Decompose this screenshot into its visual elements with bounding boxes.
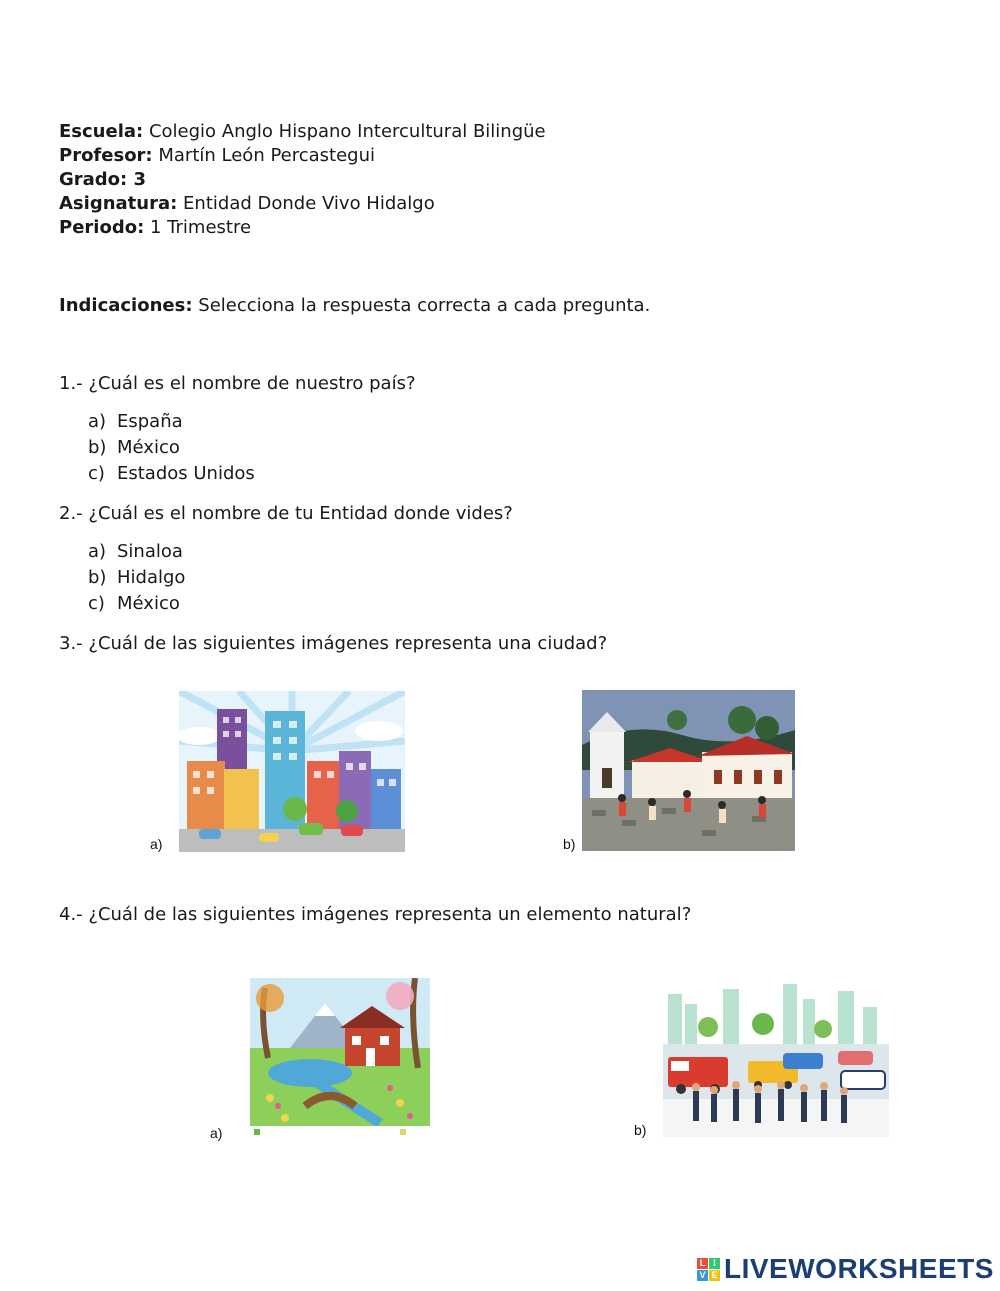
period-row — [59, 216, 546, 240]
subject-label: Asignatura: — [59, 193, 178, 214]
nature-illustration[interactable] — [250, 978, 430, 1139]
city-illustration[interactable] — [179, 691, 405, 852]
question-4: 4.- ¿Cuál de las siguientes imágenes representa un elemento natural? — [59, 904, 692, 925]
street-scene-illustration[interactable] — [663, 979, 889, 1137]
period-label: Periodo: — [59, 217, 145, 238]
question-1-options — [88, 409, 255, 487]
option-letter: c) — [88, 593, 105, 614]
image-label-4a: a) — [210, 1125, 223, 1141]
logo-text: LIVEWORKSHEETS — [724, 1253, 994, 1284]
logo-mark-letter: I — [709, 1258, 720, 1269]
grade-label: Grado: 3 — [59, 169, 147, 190]
option-2a[interactable] — [88, 539, 185, 565]
option-letter: a) — [88, 541, 107, 562]
town-painting[interactable] — [582, 690, 795, 851]
school-row — [59, 120, 546, 144]
instructions-label: Indicaciones: — [59, 295, 193, 316]
teacher-name: Martín León Percastegui — [158, 145, 376, 166]
option-2c[interactable] — [88, 591, 185, 617]
option-text: México — [117, 593, 180, 614]
option-letter: a) — [88, 411, 107, 432]
option-2b[interactable] — [88, 565, 185, 591]
logo-mark-letter: L — [697, 1258, 708, 1269]
liveworksheets-logo — [697, 1252, 994, 1286]
option-text: Hidalgo — [117, 567, 186, 588]
option-letter: b) — [88, 437, 107, 458]
option-text: España — [117, 411, 183, 432]
logo-mark-icon — [697, 1258, 720, 1281]
school-header — [59, 120, 546, 240]
option-text: Sinaloa — [117, 541, 183, 562]
logo-mark-letter: V — [697, 1270, 708, 1281]
question-3: 3.- ¿Cuál de las siguientes imágenes representa una ciudad? — [59, 633, 608, 654]
question-2: 2.- ¿Cuál es el nombre de tu Entidad donde vides? — [59, 503, 513, 524]
option-1b[interactable] — [88, 435, 255, 461]
teacher-label: Profesor: — [59, 145, 153, 166]
image-label-4b: b) — [634, 1122, 647, 1138]
option-letter: c) — [88, 463, 105, 484]
period-value: 1 Trimestre — [150, 217, 252, 238]
school-name: Colegio Anglo Hispano Intercultural Bilingüe — [148, 121, 546, 142]
school-label: Escuela: — [59, 121, 144, 142]
instructions-text: Selecciona la respuesta correcta a cada pregunta. — [198, 295, 651, 316]
question-2-options — [88, 539, 185, 617]
option-1a[interactable] — [88, 409, 255, 435]
image-label-3b: b) — [563, 836, 576, 852]
option-1c[interactable] — [88, 461, 255, 487]
instructions — [59, 294, 650, 318]
logo-mark-letter: E — [709, 1270, 720, 1281]
option-text: Estados Unidos — [117, 463, 255, 484]
image-label-3a: a) — [150, 836, 163, 852]
subject-name: Entidad Donde Vivo Hidalgo — [183, 193, 435, 214]
option-letter: b) — [88, 567, 107, 588]
teacher-row — [59, 144, 546, 168]
question-1: 1.- ¿Cuál es el nombre de nuestro país? — [59, 373, 416, 394]
option-text: México — [117, 437, 180, 458]
grade-row — [59, 168, 546, 192]
subject-row — [59, 192, 546, 216]
